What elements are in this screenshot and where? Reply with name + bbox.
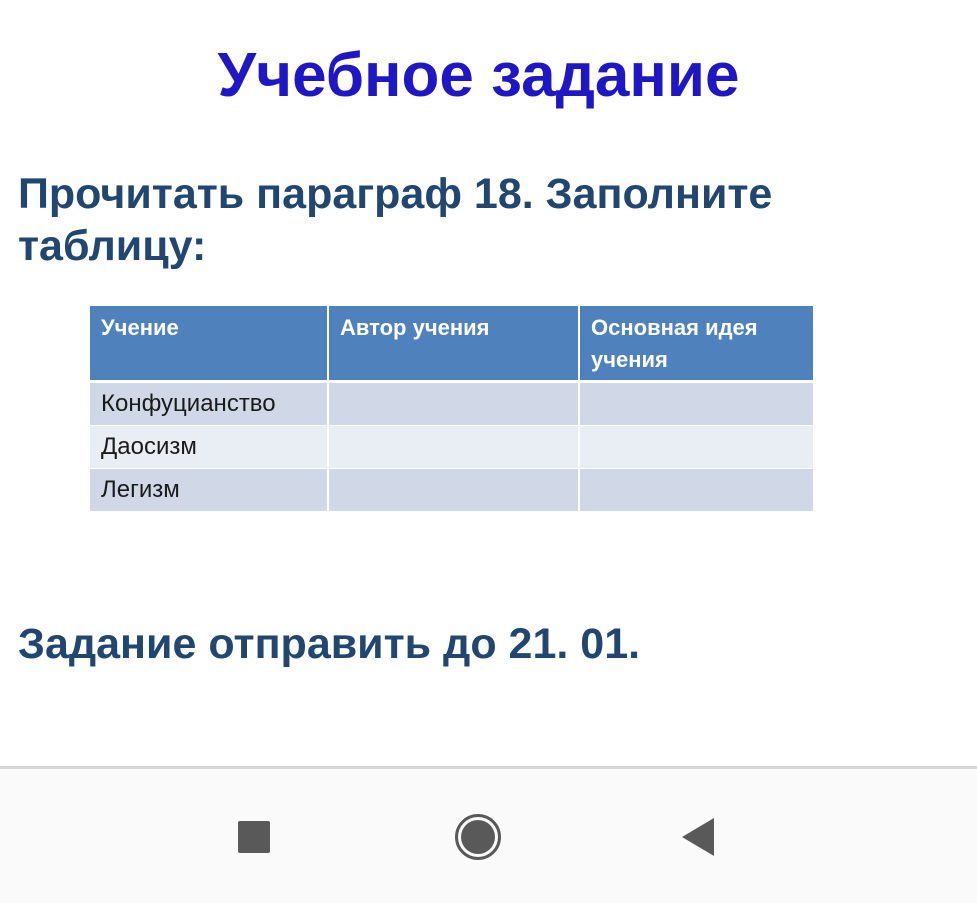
cell-main-idea: [579, 426, 813, 469]
recents-icon: [238, 821, 270, 853]
instruction-text: Прочитать параграф 18. Заполните таблицу:: [18, 170, 773, 270]
back-button[interactable]: [666, 805, 730, 869]
deadline-text: Задание отправить до 21. 01.: [18, 620, 641, 668]
cell-main-idea: [579, 382, 813, 426]
home-icon: [455, 814, 501, 860]
cell-teaching: Легизм: [90, 469, 328, 512]
cell-author: [328, 469, 579, 512]
table-row: [90, 469, 813, 512]
table-header-row: [90, 306, 813, 382]
slide-title: Учебное задание: [217, 41, 740, 110]
android-navigation-bar: [0, 766, 977, 903]
assignment-table: [90, 306, 813, 512]
cell-teaching: Даосизм: [90, 426, 328, 469]
table-row: [90, 382, 813, 426]
cell-teaching: Конфуцианство: [90, 382, 328, 426]
recents-button[interactable]: [222, 805, 286, 869]
cell-author: [328, 426, 579, 469]
home-button[interactable]: [446, 805, 510, 869]
header-main-idea: Основная идея учения: [579, 306, 813, 382]
back-icon: [682, 818, 714, 856]
header-teaching: Учение: [90, 306, 328, 382]
cell-author: [328, 382, 579, 426]
cell-main-idea: [579, 469, 813, 512]
header-author: Автор учения: [328, 306, 579, 382]
table-row: [90, 426, 813, 469]
